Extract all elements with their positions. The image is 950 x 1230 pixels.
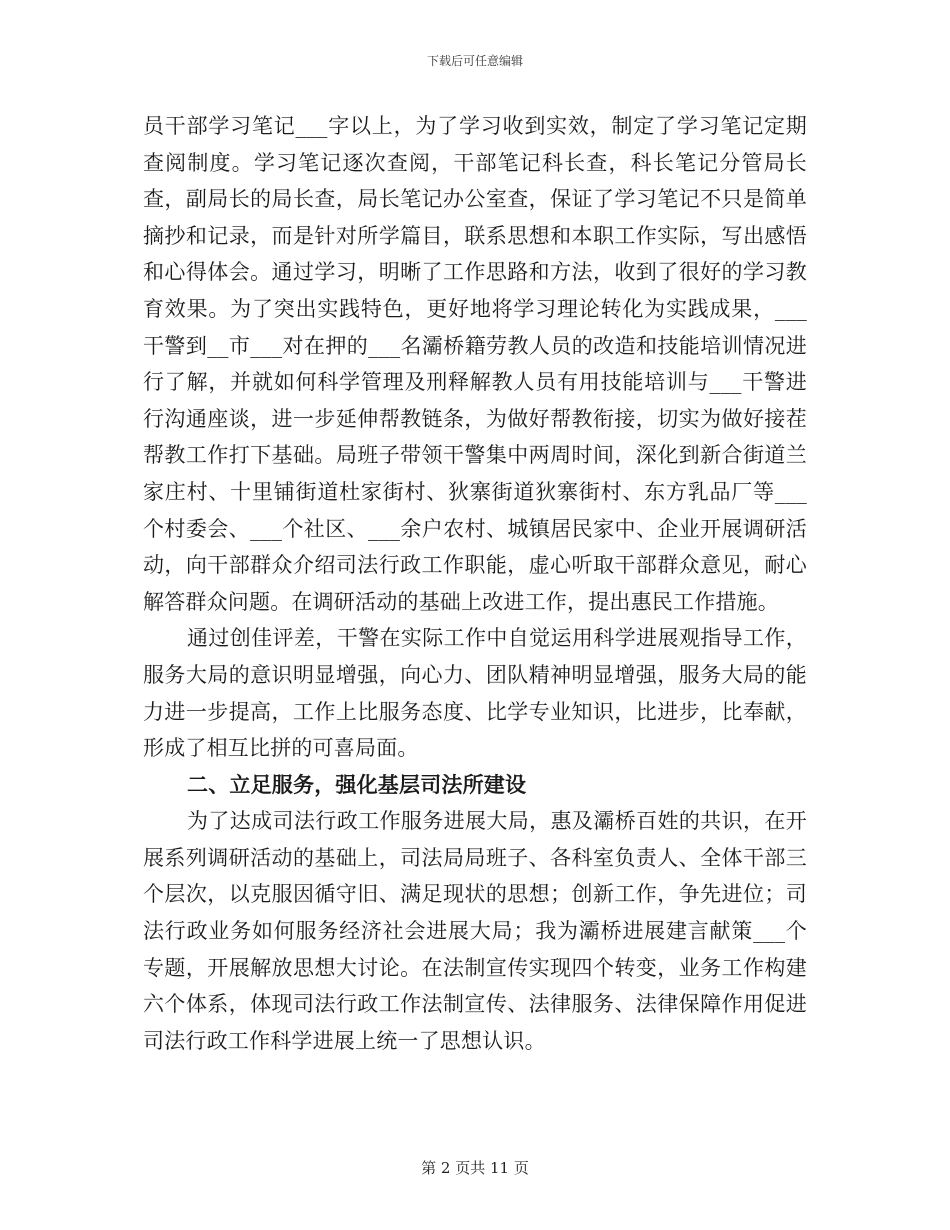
paragraph-3: 为了达成司法行政工作服务进展大局，惠及灞桥百姓的共识，在开展系列调研活动的基础上，司法局局班子、各科室负责人、全体干部三个层次，以克服因循守旧、满足现状的思想；创新工作，争先进位；司法行政业务如何服务经济社会进展大局；我为灞桥进展建言献策___个专题，开展解放思想大讨论。在法制宣传实现四个转变，业务工作构建六个体系，体现司法行政工作法制宣传、法律服务、法律保障作用促进司法行政工作科学进展上统一了思想认识。 <box>143 809 807 1053</box>
page-footer: 第 2 页共 11 页 <box>421 1159 529 1177</box>
document-body <box>143 108 807 1059</box>
paragraph-1: 员干部学习笔记___字以上，为了学习收到实效，制定了学习笔记定期查阅制度。学习笔记逐次查阅，干部笔记科长查，科长笔记分管局长查，副局长的局长查，局长笔记办公室查，保证了学习笔记不只是简单摘抄和记录，而是针对所学篇目，联系思想和本职工作实际，写出感悟和心得体会。通过学习，明晰了工作思路和方法，收到了很好的学习教育效果。为了突出实践特色，更好地将学习理论转化为实践成果，___干警到__市___对在押的___名灞桥籍劳教人员的改造和技能培训情况进行了解，并就如何科学管理及刑释解教人员有用技能培训与___干警进行沟通座谈，进一步延伸帮教链条，为做好帮教衔接，切实为做好接茬帮教工作打下基础。局班子带领干警集中两周时间，深化到新合街道兰家庄村、十里铺街道杜家街村、狄寨街道狄寨街村、东方乳品厂等___个村委会、___个社区、___余户农村、城镇居民家中、企业开展调研活动，向干部群众介绍司法行政工作职能，虚心听取干部群众意见，耐心解答群众问题。在调研活动的基础上改进工作，提出惠民工作措施。 <box>143 114 807 614</box>
paragraph-2: 通过创佳评差，干警在实际工作中自觉运用科学进展观指导工作，服务大局的意识明显增强，向心力、团队精神明显增强，服务大局的能力进一步提高，工作上比服务态度、比学专业知识，比进步，比奉献，形成了相互比拼的可喜局面。 <box>143 626 807 761</box>
page-header: 下载后可任意编辑 <box>426 54 523 68</box>
section-heading: 二、立足服务，强化基层司法所建设 <box>187 772 527 797</box>
